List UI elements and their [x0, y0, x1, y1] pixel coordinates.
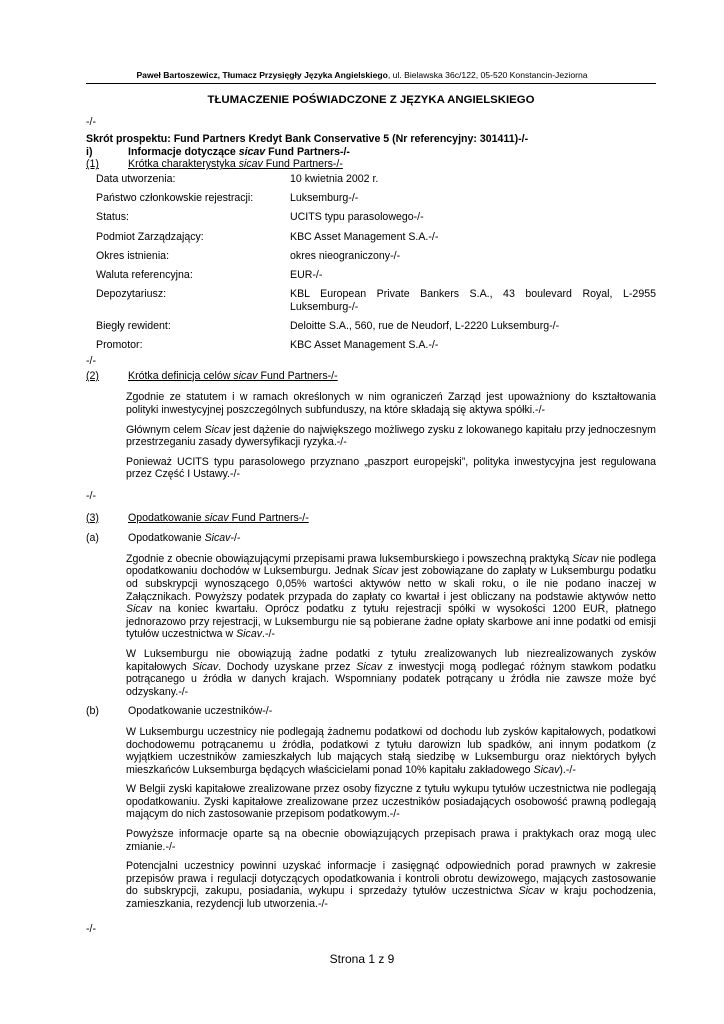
section-2-text-end: Fund Partners-/- [257, 369, 338, 382]
text-run: ).-/- [559, 763, 576, 776]
info-value: KBC Asset Management S.A.-/- [290, 339, 439, 352]
text-run: na koniec kwartału. Oprócz podatku z tytułu rejestracji spółki w wysokości 1200 EUR, płatnego jednorazowo przy rejestracji, w Luksemburgu nie są pobierane żadne opłaty skarbowe ani inne podatki od emisji tytułów uczestnictwa w [126, 603, 656, 641]
subsection-a-heading [86, 532, 656, 545]
text-run: jest zobowiązane do zapłaty w Luksemburgu podatku od subskrypcji wynoszącego 0,05% wartości aktywów netto w skali roku, o ile nie podano inaczej w Załącznikach. Powyższy podatek przypada do zapłaty co kwartał i jest obliczany na podstawie aktywów netto [126, 565, 656, 603]
translator-name: Paweł Bartoszewicz, Tłumacz Przysięgły Języka Angielskiego [136, 70, 388, 80]
text-emph: Sicav [126, 603, 152, 616]
info-label: Data utworzenia: [96, 172, 176, 185]
section-1-text-end: Fund Partners-/- [262, 158, 343, 171]
text-emph: Sicav [204, 423, 231, 436]
subsection-b-number: (b) [86, 705, 99, 718]
info-value: Deloitte S.A., 560, rue de Neudorf, L-2220 Luksemburg-/- [290, 319, 560, 332]
section-3-emph: sicav [204, 511, 229, 524]
part-i-heading [86, 146, 656, 159]
info-value: KBL European Private Bankers S.A., 43 boulevard Royal, L-2955 Luksemburg-/- [290, 288, 656, 313]
section-3-text-end: Fund Partners-/- [228, 511, 309, 524]
text-run: w kraju pochodzenia, zamieszkania, rezydencji lub utworzenia.-/- [126, 885, 657, 911]
text-run: W Luksemburgu uczestnicy nie podlegają żadnemu podatkowi od dochodu lub zysków kapitałowych, podatkowi dochodowemu potrącanemu u źródła, podatkowi z tytułu darowizn lub spadków, ani innym podatkom (z wyjątkiem uczestników zamieszkałych lub mających stałą siedzibę w Luksemburgu oraz niektórych byłych mieszkańców Luksemburga będących właścicielami ponad 10% kapitału zakładowego [126, 725, 656, 776]
section-2-heading [86, 370, 656, 383]
section-2-emph: sicav [233, 369, 258, 382]
text-emph: Sicav [356, 660, 383, 673]
section-1-emph: sicav [238, 158, 263, 171]
text-emph: Sicav [518, 885, 545, 898]
subsection-a-paragraph-1 [126, 553, 656, 641]
translator-address: , ul. Bielawska 36c/122, 05-520 Konstancin-Jeziorna [387, 70, 588, 80]
text-emph: Sicav [572, 552, 599, 565]
header-rule [86, 83, 656, 84]
section-3-heading [86, 512, 656, 525]
info-value: UCITS typu parasolowego-/- [290, 211, 424, 224]
text-emph: Sicav [372, 565, 399, 578]
info-value: KBC Asset Management S.A.-/- [290, 230, 439, 243]
section-1-number: (1) [86, 158, 99, 171]
part-i-text-end: Fund Partners-/- [265, 145, 350, 158]
section-2-paragraph-3: Ponieważ UCITS typu parasolowego przyznano „paszport europejski”, polityka inwestycyjna jest regulowana przez Część I Ustawy.-/- [126, 455, 656, 481]
part-i-emph: sicav [238, 145, 266, 158]
info-label: Promotor: [96, 339, 143, 352]
table-row [96, 269, 656, 288]
subsection-a-number: (a) [86, 532, 99, 545]
text-run: Zgodnie z obecnie obowiązującymi przepisami prawa luksemburskiego i powszechną praktyką [126, 552, 573, 565]
text-run: z inwestycji mogą podlegać różnym stawkom podatku potrącanego u źródła w danych krajach. Wspomniany podatek potrącany u źródła nie zawsze może być odzyskany.-/- [126, 660, 656, 698]
summary-title: Skrót prospektu: Fund Partners Kredyt Bank Conservative 5 (Nr referencyjny: 301411)-/- [86, 133, 529, 146]
fund-info-table [96, 173, 656, 358]
text-run: W Luksemburgu nie obowiązują żadne podatki z tytułu zrealizowanych lub niezrealizowanych zysków kapitałowych [126, 647, 656, 673]
info-value: okres nieograniczony-/- [290, 249, 401, 262]
text-run: nie podlega opodatkowaniu dochodów w Luksemburgu. Jednak [126, 552, 657, 578]
text-emph: Sicav [236, 628, 263, 641]
separator-marker: -/- [86, 115, 96, 128]
section-3-number: (3) [86, 511, 99, 524]
subsection-b-paragraph-2: W Belgii zyski kapitałowe zrealizowane przez osoby fizyczne z tytułu wykupu tytułów uczestnictwa nie podlegają opodatkowaniu. Zyski kapitałowe zrealizowane przez uczestników posiadających osobowość prawną podlegają mającym do nich zastosowanie przepisom podatkowym.-/- [126, 783, 656, 821]
info-label: Państwo członkowskie rejestracji: [96, 192, 254, 205]
section-3-text: Opodatkowanie [128, 511, 205, 524]
subsection-a-emph: Sicav [204, 532, 231, 545]
table-row [96, 250, 656, 269]
separator-marker: -/- [86, 355, 96, 368]
text-emph: Sicav [533, 763, 560, 776]
text-emph: Sicav [192, 660, 219, 673]
text-run: jest dążenie do największego możliwego zysku z lokowanego kapitału przy jednoczesnym przestrzeganiu zasady dywersyfikacji ryzyka.-/- [126, 423, 656, 449]
subsection-b-title: Opodatkowanie uczestników-/- [128, 705, 273, 718]
section-1-heading [86, 158, 656, 171]
section-2-text: Krótka definicja celów [128, 369, 234, 382]
info-value: 10 kwietnia 2002 r. [290, 172, 379, 185]
separator-marker: -/- [86, 922, 96, 935]
document-body [86, 94, 656, 935]
section-1-text: Krótka charakterystyka [128, 158, 239, 171]
table-row [96, 320, 656, 339]
table-row [96, 231, 656, 250]
info-value: Luksemburg-/- [290, 192, 359, 205]
text-run: Głównym celem [126, 423, 205, 436]
table-row [96, 192, 656, 211]
section-2-number: (2) [86, 369, 99, 382]
info-label: Waluta referencyjna: [96, 268, 193, 281]
section-2-paragraph-2 [126, 424, 656, 449]
text-run: . Dochody uzyskane przez [218, 660, 357, 673]
text-run: .-/- [262, 628, 275, 641]
text-run: Potencjalni uczestnicy powinni uzyskać informacje i zasięgnąć odpowiednich porad prawnych w zakresie przepisów prawa i regulacji dotyczących opodatkowania i kontroli obrotu dewizowego, mających zastosowanie do subskrypcji, zakupu, posiadania, wykupu i sprzedaży tytułów uczestnictwa [126, 860, 656, 898]
subsection-a-paragraph-2 [126, 648, 656, 698]
subsection-b-paragraph-4 [126, 860, 656, 910]
part-i-number: i) [86, 145, 93, 158]
running-header [60, 70, 664, 80]
info-label: Status: [96, 211, 129, 224]
subsection-b-paragraph-3: Powyższe informacje oparte są na obecnie obowiązujących przepisach prawa i praktykach oraz mogą ulec zmianie.-/- [126, 828, 656, 853]
document-title: TŁUMACZENIE POŚWIADCZONE Z JĘZYKA ANGIELSKIEGO [207, 94, 535, 106]
info-label: Okres istnienia: [96, 249, 170, 262]
part-i-text: Informacje dotyczące [128, 145, 239, 158]
table-row [96, 211, 656, 230]
info-label: Depozytariusz: [96, 288, 167, 301]
section-2-paragraph-1: Zgodnie ze statutem i w ramach określonych w nim ograniczeń Zarząd jest upoważniony do kształtowania polityki inwestycyjnej poszczególnych subfunduszy, na które składają się aktywa spółki.-/- [126, 391, 656, 417]
info-value: EUR-/- [290, 268, 323, 281]
table-row [96, 173, 656, 192]
separator-marker: -/- [86, 490, 96, 502]
page-number: Strona 1 z 9 [329, 952, 395, 966]
subsection-a-text: Opodatkowanie [128, 532, 205, 545]
subsection-a-text-end: -/- [230, 532, 241, 545]
info-label: Podmiot Zarządzający: [96, 230, 204, 243]
subsection-b-heading [86, 705, 656, 718]
table-row [96, 288, 656, 320]
subsection-b-paragraph-1 [126, 726, 656, 776]
info-label: Biegły rewident: [96, 319, 171, 332]
